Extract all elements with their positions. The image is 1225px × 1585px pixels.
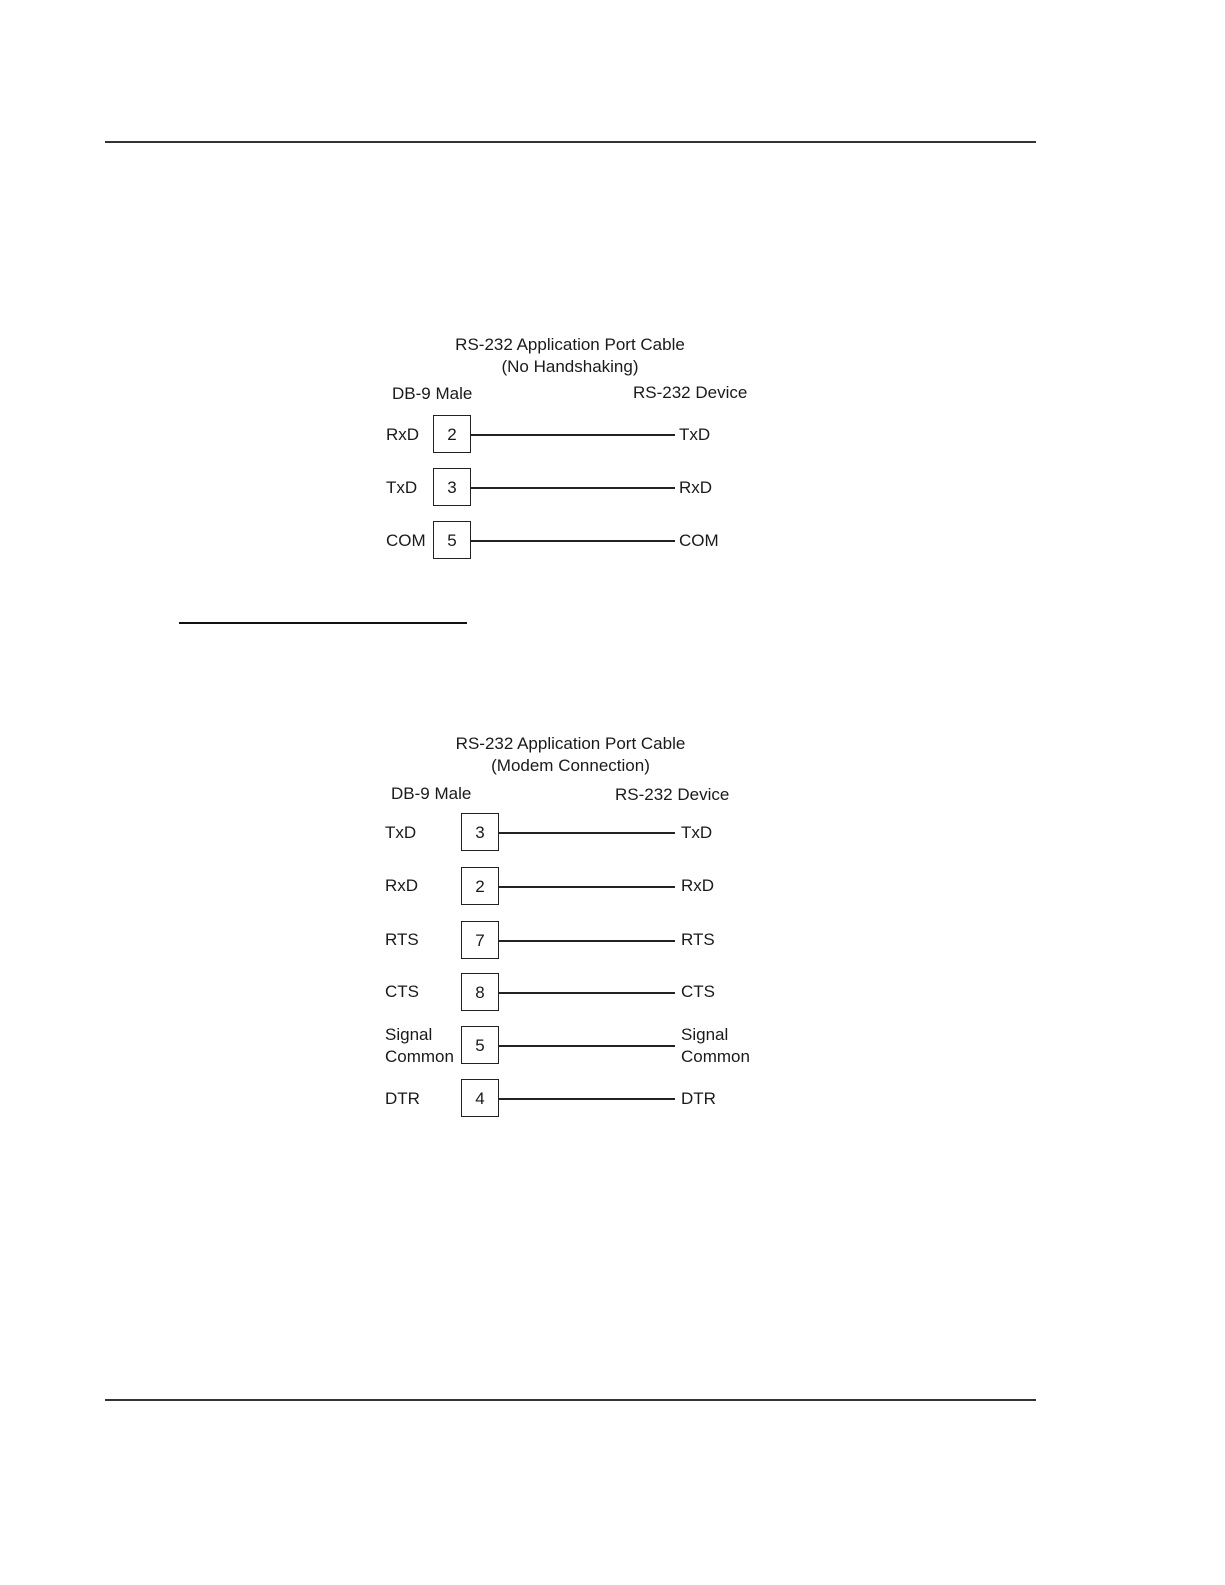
pin-number: 3 bbox=[447, 478, 457, 497]
left-signal-label: COM bbox=[386, 531, 426, 550]
pin-box bbox=[461, 813, 499, 851]
cable-diagram-modem-connection bbox=[378, 728, 763, 1128]
pin-number: 5 bbox=[447, 531, 457, 550]
left-signal-label: RxD bbox=[386, 425, 420, 444]
section-heading-underline bbox=[179, 622, 467, 624]
wire bbox=[499, 1045, 675, 1047]
pin-box bbox=[461, 867, 499, 905]
right-signal-label: CTS bbox=[681, 982, 715, 1001]
wire bbox=[499, 992, 675, 994]
left-signal-label: CTS bbox=[385, 982, 419, 1001]
pin-number: 3 bbox=[475, 823, 485, 842]
diagram-subtitle: (Modem Connection) bbox=[491, 756, 650, 775]
left-signal-label: TxD bbox=[385, 823, 417, 842]
footer-rule bbox=[105, 1399, 1036, 1401]
left-signal-label-line2: Common bbox=[385, 1047, 454, 1066]
wire bbox=[499, 886, 675, 888]
diagram-title: RS-232 Application Port Cable bbox=[455, 734, 686, 753]
right-device-header: RS-232 Device bbox=[633, 383, 748, 402]
wire bbox=[471, 487, 675, 489]
pin-number: 5 bbox=[475, 1036, 485, 1055]
pin-number: 8 bbox=[475, 983, 485, 1002]
wire bbox=[499, 940, 675, 942]
left-signal-label-line1: Signal bbox=[385, 1025, 433, 1044]
right-signal-label: RTS bbox=[681, 930, 715, 949]
right-signal-label-line2: Common bbox=[681, 1047, 750, 1066]
pin-box bbox=[461, 1026, 499, 1064]
cable-diagram-no-handshaking bbox=[380, 330, 760, 570]
pin-number: 4 bbox=[475, 1089, 485, 1108]
right-signal-label-line1: Signal bbox=[681, 1025, 729, 1044]
pin-box bbox=[433, 415, 471, 453]
right-signal-label: TxD bbox=[679, 425, 711, 444]
pin-box bbox=[433, 521, 471, 559]
right-device-header: RS-232 Device bbox=[615, 785, 730, 804]
right-signal-label: DTR bbox=[681, 1089, 716, 1108]
right-signal-label: TxD bbox=[681, 823, 713, 842]
left-signal-label: TxD bbox=[386, 478, 418, 497]
header-rule bbox=[105, 141, 1036, 143]
pin-box bbox=[461, 973, 499, 1011]
wire bbox=[471, 434, 675, 436]
left-signal-label: RTS bbox=[385, 930, 419, 949]
pin-box bbox=[433, 468, 471, 506]
right-signal-label: RxD bbox=[679, 478, 713, 497]
pin-box bbox=[461, 921, 499, 959]
left-signal-label: DTR bbox=[385, 1089, 420, 1108]
left-connector-header: DB-9 Male bbox=[392, 384, 473, 403]
diagram-title: RS-232 Application Port Cable bbox=[455, 335, 685, 354]
pin-number: 2 bbox=[447, 425, 457, 444]
pin-number: 7 bbox=[475, 931, 485, 950]
pin-number: 2 bbox=[475, 877, 485, 896]
wire bbox=[471, 540, 675, 542]
pin-box bbox=[461, 1079, 499, 1117]
right-signal-label: RxD bbox=[681, 876, 715, 895]
left-signal-label: RxD bbox=[385, 876, 419, 895]
diagram-subtitle: (No Handshaking) bbox=[501, 357, 639, 376]
right-signal-label: COM bbox=[679, 531, 719, 550]
wire bbox=[499, 832, 675, 834]
wire bbox=[499, 1098, 675, 1100]
left-connector-header: DB-9 Male bbox=[391, 784, 472, 803]
